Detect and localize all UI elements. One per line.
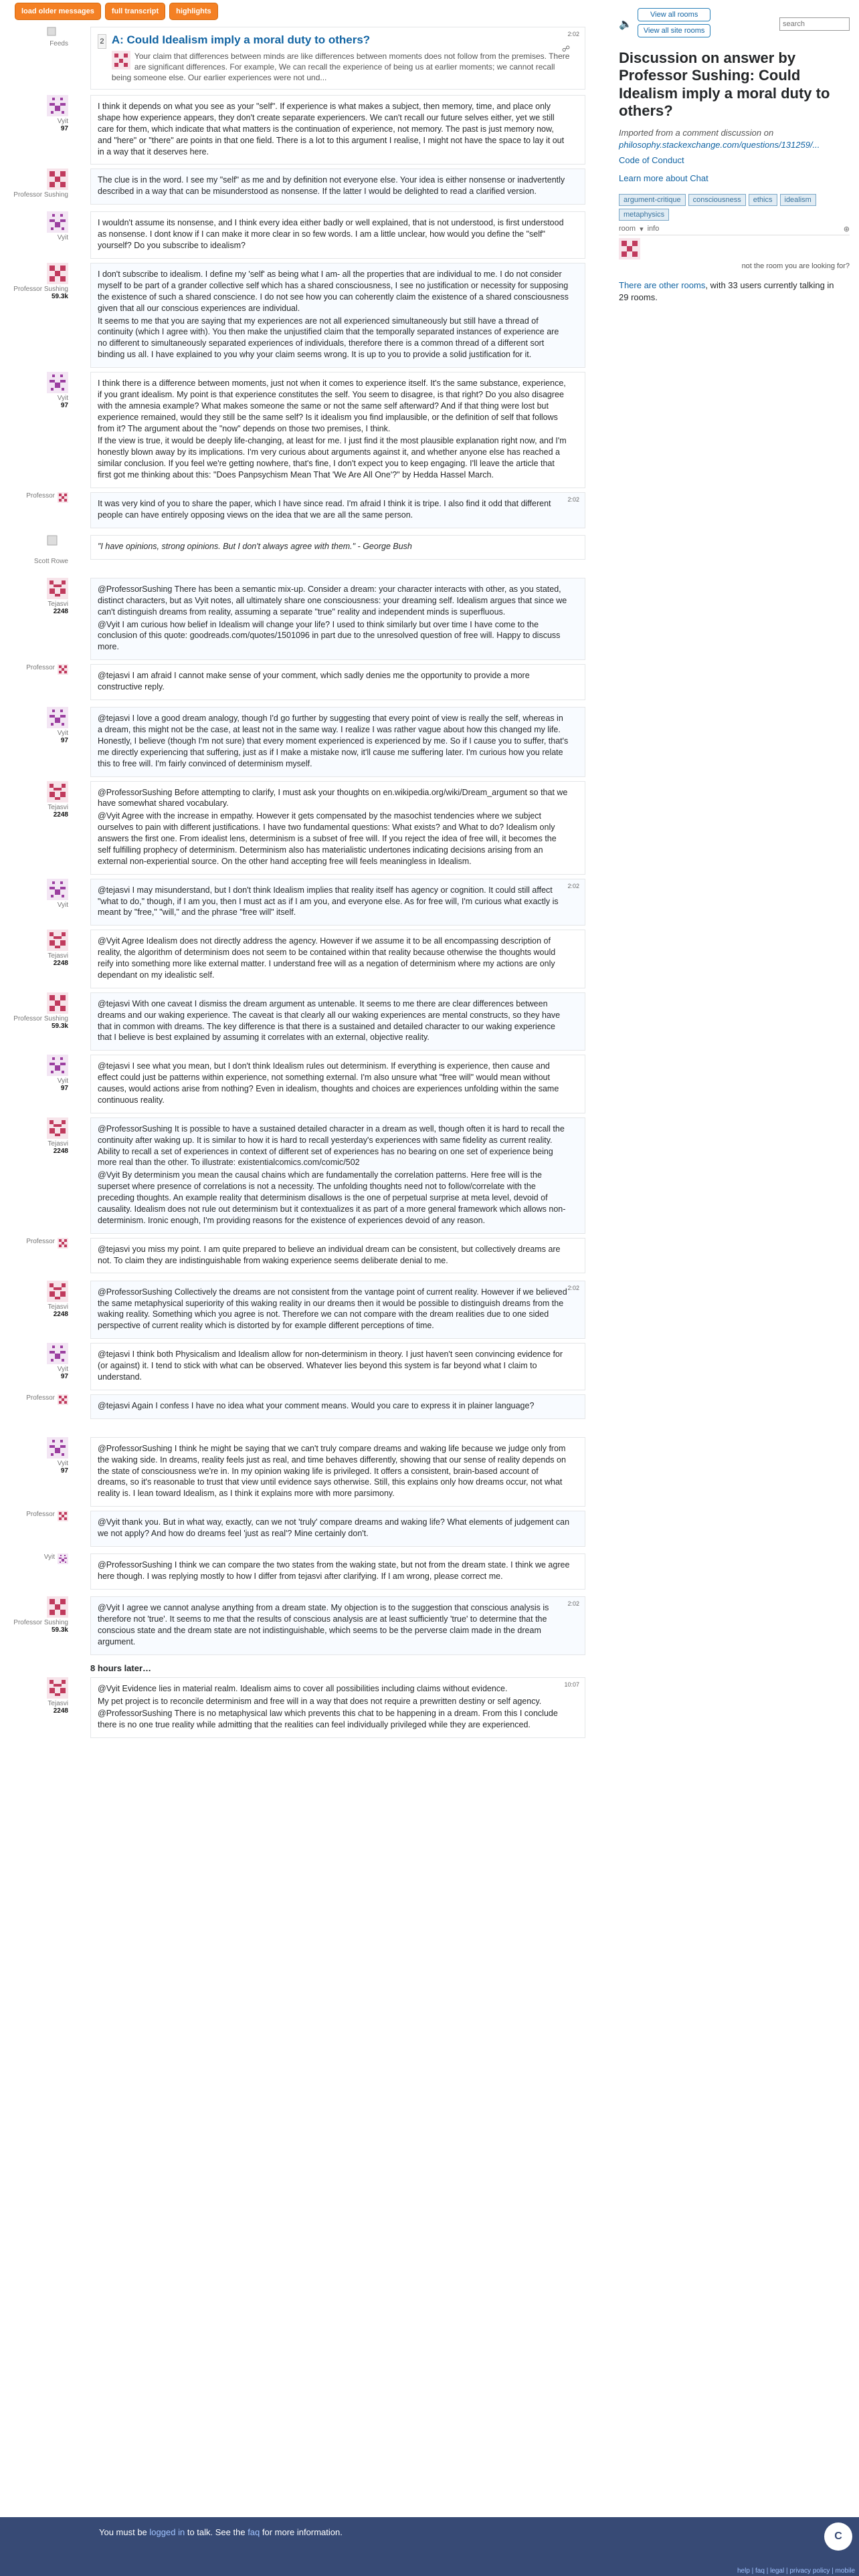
footer-text: for more information.	[262, 2527, 343, 2537]
highlights-button[interactable]: highlights	[169, 3, 218, 20]
message-bubble	[90, 492, 585, 528]
message-bubble	[90, 169, 585, 205]
message-bubble	[90, 95, 585, 165]
room-title: Discussion on answer by Professor Sushing: Could Idealism imply a moral duty to others?	[619, 49, 830, 120]
chat-logo-icon[interactable]: C	[824, 2523, 852, 2551]
username[interactable]: Vyit	[57, 234, 68, 242]
user-avatar[interactable]	[47, 578, 68, 599]
user-reputation: 97	[60, 1373, 68, 1381]
message-bubble	[90, 535, 585, 560]
message-monologue	[0, 263, 592, 368]
user-avatar[interactable]	[47, 1437, 68, 1459]
user-reputation: 2248	[53, 960, 68, 968]
not-the-room-text: not the room you are looking for?	[741, 261, 850, 270]
user-reputation: 97	[60, 1085, 68, 1093]
user-reputation: 2248	[53, 1707, 68, 1715]
user-avatar[interactable]	[47, 1596, 68, 1618]
message-bubble	[90, 781, 585, 875]
message-signature[interactable]	[0, 492, 74, 503]
username[interactable]: Tejasvi	[47, 1303, 68, 1311]
username[interactable]: Vyit	[57, 118, 68, 125]
user-avatar[interactable]	[47, 1343, 68, 1364]
message-bubble	[90, 1677, 585, 1739]
message-monologue	[0, 372, 592, 488]
message-text: @ProfessorSushing It is possible to have a sustained detailed character in a dream as well, though often it is hard to recall the continuity after waking up. It is similar to how it is hard to recall yesterday's experiences with same fidelity as current reality. Ability to recall a set of experiences in context of different set of experiences has no bearing on one set of experience being more real than the other. To illustrate: existentialcomics.com/comic/502	[98, 1123, 565, 1168]
message-signature[interactable]	[0, 1117, 74, 1155]
timestamp[interactable]: 2:02	[567, 1284, 579, 1291]
username[interactable]: Vyit	[57, 1077, 68, 1085]
room-description	[619, 127, 850, 151]
timestamp[interactable]: 2:02	[567, 496, 579, 503]
message-bubble	[90, 578, 585, 660]
username[interactable]: Professor	[26, 1394, 55, 1402]
message-text: @tejasvi I am afraid I cannot make sense of your comment, which sadly denies me the opportunity to provide a more constructive reply.	[98, 671, 530, 691]
message-monologue	[0, 664, 592, 703]
message-text: @Vyit Evidence lies in material realm. Idealism aims to cover all possibilities including claims without evidence.	[98, 1683, 508, 1693]
message-monologue	[0, 492, 592, 531]
message-signature[interactable]	[0, 535, 74, 565]
user-avatar[interactable]	[47, 879, 68, 900]
timestamp[interactable]: 10:07	[564, 1681, 579, 1688]
sidebar-top-row	[619, 8, 850, 37]
message-monologue	[0, 1437, 592, 1507]
pin-icon[interactable]: ☍	[561, 44, 570, 53]
message-signature[interactable]	[0, 1343, 74, 1380]
username[interactable]: Tejasvi	[47, 803, 68, 811]
user-reputation: 2248	[53, 1310, 68, 1318]
username[interactable]: Scott Rowe	[33, 557, 68, 565]
onebox-message	[90, 27, 585, 90]
message-text: @ProfessorSushing I think he might be saying that we can't truly compare dreams and waking life because we judge only from the waking side. In dreams, reality feels just as real, and time behaves differently, showing that our sense of reality depends on the state of consciousness we're in. In my opinion waking life is privileged. It offers a consistent, brain-based account of dreams, so it's reasonable to trust that view until evidence says otherwise. Still, this explains only how dreams occur, not what reality is. I lean toward Idealism, as I think it explains more with more parsimony.	[98, 1443, 566, 1499]
username: Feeds	[50, 40, 68, 47]
user-avatar[interactable]	[47, 169, 68, 190]
user-avatar[interactable]	[47, 211, 68, 233]
username[interactable]: Professor Sushing	[13, 286, 68, 293]
username[interactable]: Tejasvi	[47, 1699, 68, 1707]
message-bubble	[90, 707, 585, 776]
top-toolbar	[15, 3, 218, 20]
username[interactable]: Professor Sushing	[13, 1619, 68, 1627]
code-of-conduct-link[interactable]: Code of Conduct	[619, 154, 684, 165]
user-avatar[interactable]	[58, 1238, 68, 1249]
message-bubble	[90, 1343, 585, 1390]
answer-excerpt-text: Your claim that differences between minds are like differences between moments does not follow from the premises. There are significant differences. For example, We can recall the experience of being us at earlier moments; we cannot recall being someone else. Our earlier experiences were not und...	[111, 51, 570, 83]
user-avatar[interactable]	[58, 664, 68, 675]
other-rooms-link[interactable]: There are other rooms	[619, 280, 706, 290]
learn-more-link[interactable]: Learn more about Chat	[619, 173, 708, 183]
message-bubble	[90, 1596, 585, 1655]
message-signature[interactable]	[0, 95, 74, 132]
message-monologue	[0, 95, 592, 165]
room-tag[interactable]: metaphysics	[619, 209, 669, 221]
other-rooms-info	[619, 280, 840, 304]
featured-monologue	[0, 27, 592, 91]
user-avatar[interactable]	[47, 535, 68, 556]
message-monologue	[0, 1553, 592, 1592]
user-reputation: 97	[60, 402, 68, 409]
message-bubble	[90, 263, 585, 368]
message-bubble	[90, 1238, 585, 1274]
answer-title-link[interactable]: A: Could Idealism imply a moral duty to others?	[111, 33, 371, 46]
user-avatar[interactable]	[47, 1677, 68, 1699]
message-monologue	[0, 1511, 592, 1549]
message-text: @ProfessorSushing I think we can compare the two states from the waking state, but not from the dream state. I think we agree here though. I was replying mostly to how I differ from tejasvi after clarifying. If I am wrong, please correct me.	[98, 1560, 570, 1581]
user-reputation: 2248	[53, 811, 68, 819]
login-link[interactable]: logged in	[149, 2527, 185, 2537]
message-text: @Vyit I am curious how belief in Idealism will change your life? I used to think similarly but over time I have come to the conclusion of this quote: goodreads.com/quotes/1501096 in part due to the unresolved question of free will. Happy to discuss more.	[98, 619, 561, 652]
message-signature[interactable]	[0, 578, 74, 615]
user-avatar[interactable]	[47, 372, 68, 393]
message-monologue	[0, 992, 592, 1051]
message-text: @Vyit Agree with the increase in empathy. However it gets compensated by the masochist tendencies where we subject ourselves to pain with different justifications. I have two fundamental questions: What exists? and What to do? Idealism only answers the first one. From idealist lens, determinism is a subset of free will. If you reject the idea of free will, it becomes the self fulfilling prophecy of determinism. Determinism also has materialistic undertones indicating decisions arising from an external non-experiential source. On the other hand accepting free will feels meaningless in Idealism.	[98, 811, 557, 866]
footer-links[interactable]: help | faq | legal | privacy policy | mobile	[737, 2567, 855, 2575]
full-transcript-button[interactable]: full transcript	[105, 3, 165, 20]
source-link[interactable]: philosophy.stackexchange.com/questions/131259/...	[619, 139, 820, 150]
message-text: @Vyit By determinism you mean the causal chains which are fundamentally the correlation patterns. Here free will is the superset where presence of correlations is not a necessity. The unfolding thoughts need not to follow/correlate with the preceding thoughts. An example reality that determinism disallows is the one of perpetual surprise at meta level, devoid of causality. Idealism does not rule out determinism but it contextualizes it as part of a more general framework which allows non-determinism. Ironic enough, I'm providing reasons for the existence of experiences devoid of any reason.	[98, 1170, 566, 1225]
user-avatar[interactable]	[47, 930, 68, 951]
username[interactable]: Vyit	[43, 1553, 55, 1562]
tab-room-caret-icon[interactable]: ▾	[640, 225, 644, 233]
message-signature[interactable]	[0, 879, 74, 909]
message-monologue	[0, 1343, 592, 1390]
faq-link[interactable]: faq	[248, 2527, 260, 2537]
message-bubble	[90, 1394, 585, 1419]
message-signature[interactable]	[0, 1511, 74, 1521]
message-bubble	[90, 664, 585, 700]
timestamp[interactable]: 2:02	[567, 31, 579, 37]
message-bubble	[90, 879, 585, 926]
message-bubble	[90, 992, 585, 1051]
speaker-icon[interactable]: 🔈	[619, 19, 632, 30]
message-text: @ProfessorSushing Collectively the dreams are not consistent from the vantage point of current reality. However if we believed the same metaphysical superiority of this waking reality in our dreams then it would be possible to distinguish dreams from the waking reality. Something which you agree is not. Therefore we can not compare with the dream realities due to one sided perspective of current reality which is distorted by for example different perceptions of time.	[98, 1287, 567, 1331]
user-avatar[interactable]	[47, 263, 68, 284]
message-bubble	[90, 1055, 585, 1113]
message-list	[0, 95, 592, 1655]
message-bubble	[90, 372, 585, 488]
message-text: @tejasvi I think both Physicalism and Idealism allow for non-determinism in theory. I just haven't seen convincing evidence for (or against) it. I tend to stick with what can be observed. Whatever lies beyond this system is far beyond what I claim to understand.	[98, 1350, 563, 1382]
imported-from-text: Imported from a comment discussion on	[619, 127, 774, 138]
user-reputation: 2248	[53, 1147, 68, 1155]
answer-score: 2	[98, 34, 106, 49]
user-reputation: 97	[60, 1467, 68, 1475]
message-text: My pet project is to reconcile determinism and free will in a way that does not require a prewritten destiny or self agency.	[98, 1696, 542, 1706]
chat-transcript	[0, 27, 592, 1742]
user-avatar[interactable]	[58, 1394, 68, 1405]
message-bubble	[90, 930, 585, 988]
room-tag[interactable]: consciousness	[688, 194, 746, 206]
user-avatar[interactable]	[47, 1055, 68, 1076]
message-text: @tejasvi I may misunderstand, but I don't think Idealism implies that reality itself has agency or cognition. It could still affect "what to do," though, if I am you, then I must act as if I am you, and everyone else. As for free will, I'm curious what exactly is meant by "free," "will," and the phrase "free will" itself.	[98, 885, 559, 918]
username[interactable]: Vyit	[57, 1366, 68, 1374]
tab-room[interactable]: room	[619, 224, 636, 233]
message-signature[interactable]	[0, 169, 74, 199]
message-text: @tejasvi Again I confess I have no idea what your comment means. Would you care to express it in plainer language?	[98, 1400, 535, 1410]
login-footer	[0, 2517, 859, 2576]
user-avatar[interactable]	[47, 1117, 68, 1139]
message-signature[interactable]	[0, 1055, 74, 1092]
message-signature[interactable]	[0, 992, 74, 1030]
message-text: @tejasvi you miss my point. I am quite prepared to believe an individual dream can be consistent, but collectively dreams are not. To claim they are indistinguishable from waking experience seems deliberate denial to me.	[98, 1244, 561, 1265]
message-text: If the view is true, it would be deeply life-changing, at least for me. I just find it the most plausible explanation right now, and I'm honestly blown away by its implications. I'm very curious about arguments against it, and whether anyone else has reached a similar conclusion. If you feel we're getting nowhere, that's fine, I don't expect you to keep engaging. I'll leave the article that first got me thinking about this: "Does Panpsychism Mean That 'We Are All One'?" by Hedda Hassel March.	[98, 436, 567, 479]
user-reputation: 59.3k	[51, 1626, 68, 1634]
login-message	[99, 2527, 343, 2537]
message-monologue	[0, 930, 592, 988]
message-signature[interactable]	[0, 930, 74, 967]
username[interactable]: Professor Sushing	[13, 191, 68, 199]
username[interactable]: Tejasvi	[47, 1140, 68, 1148]
username[interactable]: Vyit	[57, 901, 68, 909]
message-bubble	[90, 211, 585, 259]
tab-info[interactable]: info	[647, 224, 660, 233]
feeds-avatar	[47, 27, 68, 39]
view-all-site-rooms-button[interactable]: View all site rooms	[638, 24, 711, 37]
message-monologue	[0, 879, 592, 926]
user-reputation: 97	[60, 125, 68, 132]
message-monologue	[0, 781, 592, 875]
message-monologue	[0, 1596, 592, 1655]
message-signature[interactable]	[0, 1281, 74, 1318]
message-text: @Vyit Agree Idealism does not directly address the agency. However if we assume it to be all encompassing description of reality, the algorithm of determinism does not seem to be contained within that reality because otherwise the thoughts would reify into something more like external matter. I understand free will as a negation of determinism where my actions are only dependant on my idealistic self.	[98, 936, 556, 980]
message-signature[interactable]	[0, 211, 74, 241]
room-tags	[619, 194, 833, 221]
username[interactable]: Professor	[26, 1237, 55, 1245]
message-text: I wouldn't assume its nonsense, and I think every idea either badly or well explained, that is not understood, is first understood as nonsense. I dont know if I can make it more clear in so few words. I am a little unclear, how would you define the "self" yourself? Do you subscribe to idealism?	[98, 218, 564, 251]
present-user-avatar[interactable]	[619, 238, 640, 259]
message-signature[interactable]	[0, 1238, 74, 1249]
username[interactable]: Professor	[26, 664, 55, 672]
footer-text: to talk. See the	[187, 2527, 246, 2537]
message-signature[interactable]	[0, 1677, 74, 1715]
message-text: The clue is in the word. I see my "self" as me and by definition not everyone else. Your idea is either nonsense or inadvertently described in a way that can be misunderstood as nonsense. If the latter I would be delighted to read a clarified version.	[98, 175, 565, 197]
user-reputation: 2248	[53, 607, 68, 615]
message-text: It was very kind of you to share the paper, which I have since read. I'm afraid I think it is tripe. I also find it odd that different people can have entirely opposing views on the idea that we are all the same person.	[98, 498, 551, 520]
user-reputation: 97	[60, 737, 68, 745]
message-text: "I have opinions, strong opinions. But I don't always agree with them." - George Bush	[98, 541, 412, 551]
room-tabs	[619, 225, 850, 235]
username[interactable]: Tejasvi	[47, 600, 68, 608]
message-text: @ProfessorSushing There is no metaphysical law which prevents this chat to be happening in a dream. From this I conclude there is no one true reality while admitting that the realities can feel individually privileged while they are experienced.	[98, 1709, 558, 1730]
timestamp[interactable]: 2:02	[567, 1600, 579, 1608]
load-older-button[interactable]: load older messages	[15, 3, 101, 20]
other-rooms-count: , with 33 users currently talking in 29 rooms.	[619, 280, 834, 303]
message-monologue	[0, 1394, 592, 1433]
room-tag[interactable]: idealism	[780, 194, 816, 206]
username[interactable]: Vyit	[57, 730, 68, 738]
username[interactable]: Professor Sushing	[13, 1014, 68, 1023]
message-monologue	[0, 1055, 592, 1113]
message-signature[interactable]	[0, 707, 74, 744]
username[interactable]: Tejasvi	[47, 952, 68, 960]
message-signature[interactable]	[0, 664, 74, 675]
user-avatar[interactable]	[58, 1511, 68, 1521]
username[interactable]: Vyit	[57, 1459, 68, 1467]
message-bubble	[90, 1553, 585, 1590]
username[interactable]: Vyit	[57, 395, 68, 402]
username[interactable]: Professor	[26, 1511, 55, 1519]
message-monologue	[0, 169, 592, 207]
message-signature[interactable]	[0, 1596, 74, 1634]
rss-icon[interactable]: ⊛	[843, 225, 850, 233]
message-monologue	[0, 1117, 592, 1234]
message-text: @Vyit thank you. But in what way, exactly, can we not 'truly' compare dreams and waking life? What elements of judgement can we not apply? And how do dreams feel 'just as real'? Mine certainly don't.	[98, 1517, 570, 1538]
message-text: @ProfessorSushing There has been a semantic mix-up. Consider a dream: your character interacts with other, as you stated, distinct characters, but as Vyit notes, all ultimately share one consciousness: your dreaming self. Idealism argues that since we can't distinguish dreams from reality, assuming a separate "true" reality and independent minds is superfluous.	[98, 584, 567, 617]
message-signature[interactable]	[0, 1553, 74, 1564]
message-text: @tejasvi I see what you mean, but I don't think Idealism rules out determinism. If everything is experience, then cause and effect could just be patterns within experience, not something external. I'm also unsure what "free will" would mean without causes, would actions arise from nothing? Even in idealism, thoughts and choices are experiences unfolding within the same continuous reality.	[98, 1061, 559, 1105]
message-signature[interactable]	[0, 781, 74, 819]
footer-text: You must be	[99, 2527, 147, 2537]
message-text: @tejasvi With one caveat I dismiss the dream argument as untenable. It seems to me there are clear differences between dreams and our waking experience. The caveat is that clearly all our waking experiences are mental constructs, so they have that in common with dreams. The key difference is that there is a sustained and detailed character to our waking experience that I believe is best explained by assuming it correlates with an external, objective reality.	[98, 998, 561, 1043]
message-signature[interactable]	[0, 1437, 74, 1475]
answer-excerpt	[112, 51, 570, 84]
message-bubble	[90, 1511, 585, 1547]
search-input[interactable]	[779, 17, 850, 31]
time-gap-divider: 8 hours later…	[90, 1662, 152, 1673]
room-tag[interactable]: argument-critique	[619, 194, 686, 206]
message-text: @Vyit I agree we cannot analyse anything from a dream state. My objection is to the suggestion that conscious analysis is therefore not 'true'. It seems to me that the results of conscious analysis are at least sufficiently 'true' to determine that the conscious state and the dream state are not indistinguishable, which seems to be the perverse claim made in the dream argument.	[98, 1603, 549, 1646]
message-monologue	[0, 535, 592, 574]
message-bubble	[90, 1437, 585, 1507]
message-text: I think it depends on what you see as your "self". If experience is what makes a subject, then memory, time, and place only shape how experience appears, they don't create separate experiencers. We can't recall our future selves either, yet we still care for them, which indicate that what matters is the continuation of experience, not memory. The past is just memory now, and "here" or "there" are points in that one field. There is a lot to this argument I realise, I might not have the space to lay it out in a way that it deserves here.	[98, 102, 565, 156]
message-bubble	[90, 1281, 585, 1339]
message-text: It seems to me that you are saying that my experiences are not all experienced simultaneously but still have a thread of continuity (which I agree with). You then make the unjustified claim that the temporally separated instances of experience are no different to simultaneously separated experiences of individuals, therefore there is a common thread of a different sort binding us all. I have explained to you why your claim seems wrong. It is up to you to provide a solid justification for it.	[98, 316, 559, 360]
message-text: @ProfessorSushing Before attempting to clarify, I must ask your thoughts on en.wikipedia.org/wiki/Dream_argument so that we have somewhat shared vocabulary.	[98, 787, 568, 809]
user-avatar[interactable]	[47, 781, 68, 802]
user-avatar[interactable]	[58, 492, 68, 503]
message-text: I don't subscribe to idealism. I define my 'self' as being what I am- all the properties that are individual to me. I do not consider myself to be part of a grander collective self which has a shared consciousness, I see no justification or necessity for supposing the existence of such a shared conscience. I do not see how you can coherently claim the existence of a shared consciousness given that all our conscious experiences are individual.	[98, 270, 569, 313]
message-signature[interactable]	[0, 1394, 74, 1405]
user-reputation: 59.3k	[51, 1022, 68, 1030]
message-signature[interactable]	[0, 27, 74, 47]
room-tag[interactable]: ethics	[749, 194, 777, 206]
room-buttons	[638, 8, 711, 37]
user-avatar[interactable]	[47, 1281, 68, 1302]
timestamp[interactable]: 2:02	[567, 882, 579, 889]
user-avatar[interactable]	[47, 707, 68, 728]
message-monologue	[0, 1238, 592, 1277]
answer-onebox	[98, 33, 570, 84]
message-monologue	[0, 707, 592, 776]
message-monologue	[0, 211, 592, 259]
message-signature[interactable]	[0, 263, 74, 300]
user-avatar[interactable]	[47, 95, 68, 116]
user-avatar[interactable]	[58, 1553, 68, 1564]
message-monologue	[0, 1677, 592, 1739]
user-avatar[interactable]	[47, 992, 68, 1014]
user-reputation: 59.3k	[51, 293, 68, 300]
view-all-rooms-button[interactable]: View all rooms	[638, 8, 711, 21]
author-avatar	[112, 51, 130, 70]
room-sidebar	[619, 0, 850, 304]
username[interactable]: Professor	[26, 492, 55, 500]
message-monologue	[0, 1281, 592, 1339]
message-text: @tejasvi I love a good dream analogy, though I'd go further by suggesting that every point of view is really the self, whereas in a dream, this might not be the case, at least not in the same way. I realize I was rather vague about how this changed my life. Honestly, I believe (though I'm not sure) that every moment experienced is experienced by me. So if I cause you to suffer, that's me directly experiencing that suffering, just as if I make a mistake now, it'll cause me suffering later. I'm curious how you relate this to free will. I'm fairly convinced of determinism myself.	[98, 714, 569, 768]
late-message-list	[0, 1677, 592, 1739]
message-bubble	[90, 1117, 585, 1234]
message-text: I think there is a difference between moments, just not when it comes to experience itself. It's the same substance, experience, if you grant idealism. My point is that experience constitutes the self. You seem to disagree, is that right? Do you also disagree with the amnesia example? What makes someone the same or not the same self afterward? And if that thing were lost but experience remained, would they still be the same self? Is it idealism you find implausible, or the definition of self that follows from it? The argument about the "now" depends on those two premises, I think.	[98, 379, 566, 433]
message-signature[interactable]	[0, 372, 74, 409]
message-monologue	[0, 578, 592, 660]
